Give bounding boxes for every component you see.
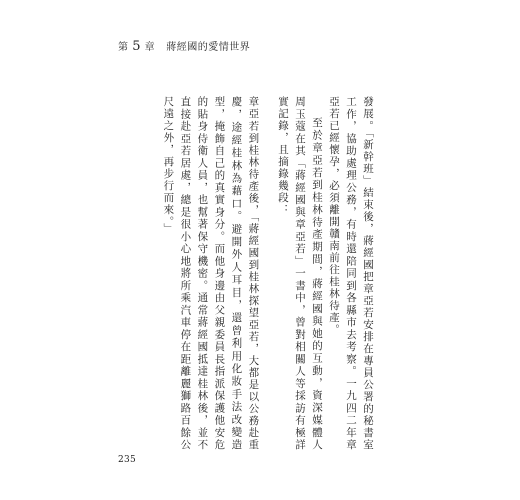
chapter-title: 蔣經國的愛情世界 <box>166 42 251 53</box>
chapter-suffix: 章 <box>144 42 156 53</box>
chapter-number: 5 <box>132 39 141 54</box>
chapter-prefix: 第 <box>118 42 129 53</box>
quote-paragraph: 章亞若到桂林待產後，「蔣經國到桂林探望亞若，大都是以公務赴重慶，途經桂林為藉口。避開外人耳目，還曾利用化妝手法改變造型，掩飾自己的真實身分。而他身邊由父親委員長指派保護他安危的貼身侍衛人員，也幫著保守機密。通常蔣經國抵達桂林後，並不直接赴亞若居處，總是很小心地將所乘汽車停在距離麗獅路百餘公尺遠之外，再步行而來。」 <box>162 96 260 451</box>
running-header <box>118 38 250 54</box>
page-number: 235 <box>118 455 137 465</box>
vertical-body-text <box>159 96 376 451</box>
paragraph: 至於章亞若到桂林待產期間，蔣經國與她的互動，資深媒體人周玉蔻在其「蔣經國與章亞若」一書中，曾對相關人等採訪有極詳實記錄，且摘錄幾段： <box>277 96 323 451</box>
paragraph: 發展。「新幹班」結束後，蔣經國把章亞若安排在專員公署的秘書室工作，協助處理公務，有時還陪同到各縣市去考察。一九四二年章亞若已經懷孕，必須離開贛南前往桂林待產。 <box>328 96 374 451</box>
block-quote <box>159 96 274 451</box>
